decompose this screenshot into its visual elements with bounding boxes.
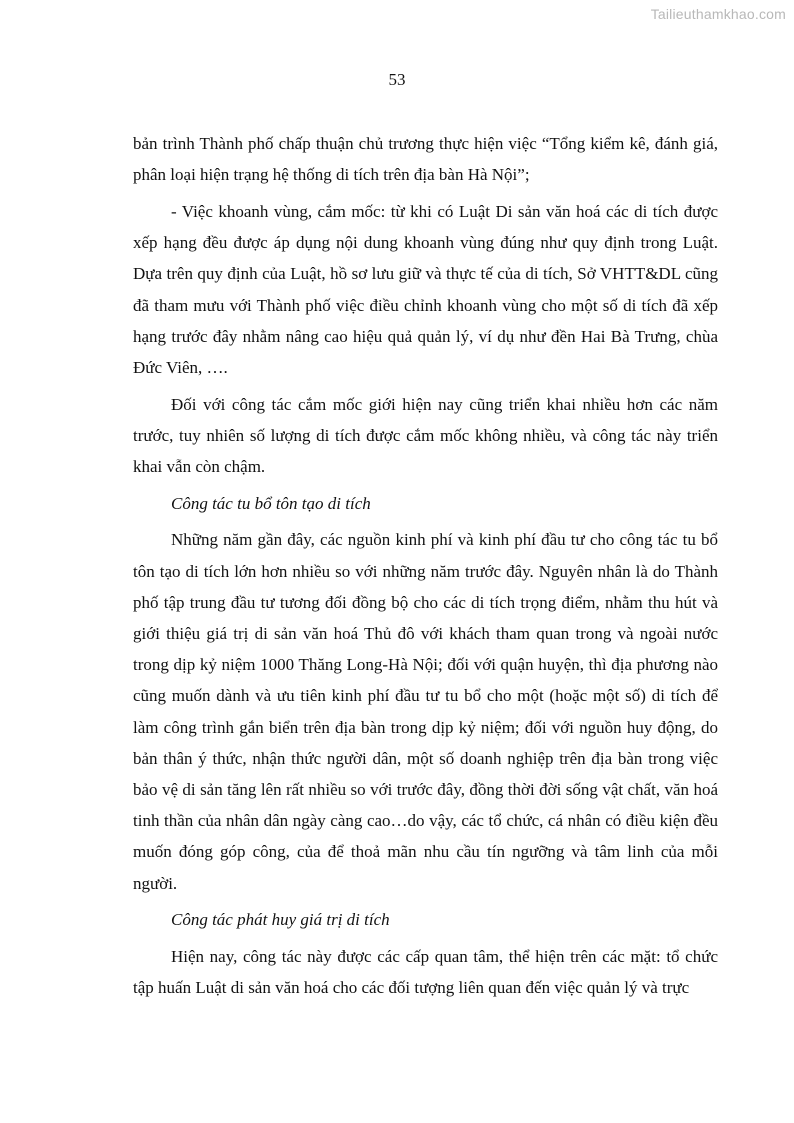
paragraph-2: - Việc khoanh vùng, cắm mốc: từ khi có Luật Di sản văn hoá các di tích được xếp hạng đều được áp dụng nội dung khoanh vùng đúng như quy định trong Luật. Dựa trên quy định của Luật, hồ sơ lưu giữ và thực tế của di tích, Sở VHTT&DL cũng đã tham mưu với Thành phố việc điều chỉnh khoanh vùng cho một số di tích đã xếp hạng trước đây nhằm nâng cao hiệu quả quản lý, ví dụ như đền Hai Bà Trưng, chùa Đức Viên, …. — [133, 201, 718, 377]
paragraph-4: Những năm gần đây, các nguồn kinh phí và kinh phí đầu tư cho công tác tu bổ tôn tạo di tích lớn hơn nhiều so với những năm trước đây. Nguyên nhân là do Thành phố tập trung đầu tư tương đối đồng bộ cho các di tích trọng điểm, nhằm thu hút và giới thiệu giá trị di sản văn hoá Thủ đô với khách tham quan trong và ngoài nước trong dịp kỷ niệm 1000 Thăng Long-Hà Nội; đối với quận huyện, thì địa phương nào cũng muốn dành và ưu tiên kinh phí đầu tư tu bổ cho một (hoặc một số) di tích để làm công trình gắn biển trên địa bàn trong dịp kỷ niệm; đối với nguồn huy động, do bản thân ý thức, nhận thức người dân, một số doanh nghiệp trên địa bàn trong việc bảo vệ di sản tăng lên rất nhiều so với trước đây, đồng thời đời sống vật chất, văn hoá tinh thần của nhân dân ngày càng cao…do vậy, các tổ chức, cá nhân có điều kiện đều muốn đóng góp công, của để thoả mãn nhu cầu tín ngưỡng và tâm linh của mỗi người. — [133, 530, 718, 893]
paragraph-5: Hiện nay, công tác này được các cấp quan tâm, thể hiện trên các mặt: tổ chức tập huấn Luật di sản văn hoá cho các đối tượng liên quan đến việc quản lý và trực — [133, 947, 718, 998]
section-heading-promotion: Công tác phát huy giá trị di tích — [171, 910, 390, 930]
paragraph-3: Đối với công tác cắm mốc giới hiện nay cũng triển khai nhiều hơn các năm trước, tuy nhiên số lượng di tích được cắm mốc không nhiều, và công tác này triển khai vẫn còn chậm. — [133, 394, 718, 477]
watermark: Tailieuthamkhao.com — [650, 6, 786, 22]
document-body — [133, 128, 718, 1009]
paragraph-1: bản trình Thành phố chấp thuận chủ trương thực hiện việc “Tổng kiểm kê, đánh giá, phân loại hiện trạng hệ thống di tích trên địa bàn Hà Nội”; — [133, 134, 718, 185]
section-heading-restoration: Công tác tu bổ tôn tạo di tích — [171, 493, 371, 513]
page-number: 53 — [388, 70, 406, 89]
